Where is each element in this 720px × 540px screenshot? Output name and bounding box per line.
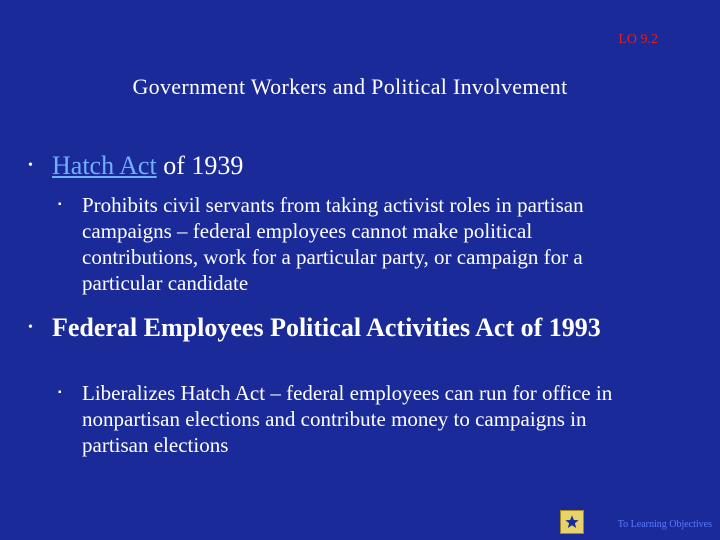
sub-bullet-hatch-act: [58, 192, 652, 296]
sub-bullet-text: Liberalizes Hatch Act – federal employees can run for office in nonpartisan elections and contribute money to campaigns in partisan elections: [82, 381, 613, 457]
bullet-hatch-act: [28, 150, 652, 182]
square-bullet-icon: ▪: [58, 387, 62, 398]
bullet-fepaa-text: Federal Employees Political Activities Act of 1993: [52, 313, 601, 342]
lo-tag: LO 9.2: [618, 32, 658, 47]
learning-objectives-link[interactable]: To Learning Objectives: [617, 519, 712, 530]
hatch-act-link[interactable]: Hatch Act: [52, 151, 157, 180]
bullet-dot-icon: •: [28, 158, 33, 173]
sub-bullet-fepaa: [58, 380, 652, 458]
slide-title: Government Workers and Political Involvement: [132, 74, 568, 99]
hatch-act-year: of 1939: [156, 151, 244, 180]
star-icon[interactable]: [560, 510, 584, 534]
square-bullet-icon: ▪: [58, 199, 62, 210]
bullet-dot-icon: •: [28, 320, 33, 335]
sub-bullet-text: Prohibits civil servants from taking activist roles in partisan campaigns – federal employees cannot make political contributions, work for a particular party, or campaign for a particular candidate: [82, 193, 584, 295]
bullet-fepaa: [28, 312, 652, 344]
